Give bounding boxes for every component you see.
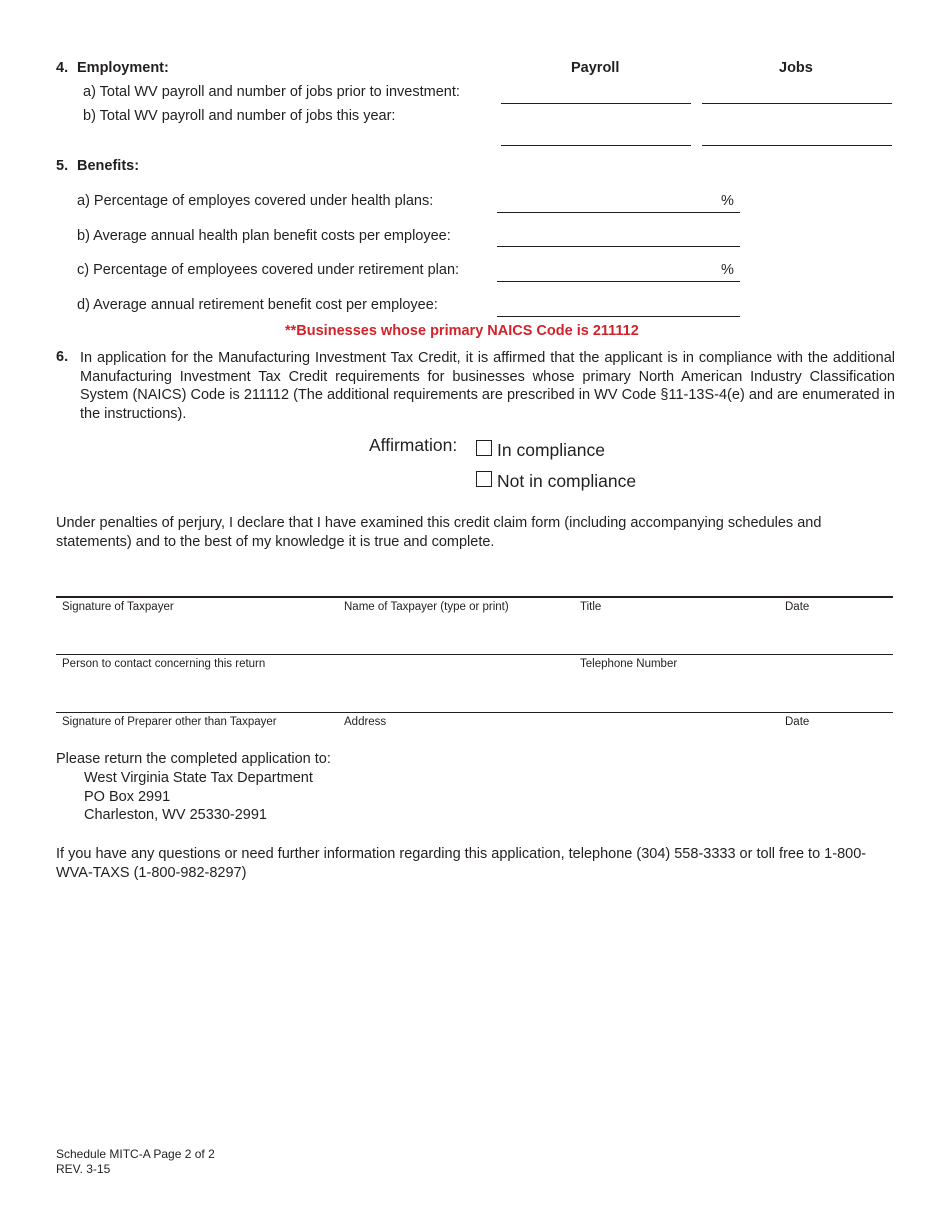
benefits-heading: Benefits: bbox=[77, 158, 140, 174]
health-plan-cost-field[interactable] bbox=[497, 227, 744, 247]
section-5-number: 5. bbox=[56, 158, 69, 174]
jobs-prior-line bbox=[702, 103, 892, 104]
section-6-text: In application for the Manufacturing Investment Tax Credit, it is affirmed that the applicant is in compliance with the additional Manufacturing Investment Tax Credit requirements for businesses whose primary North American Industry Classification System (NAICS) Code is 211112 (The additional requirements are prescribed in WV Code §11-13S-4(e) and are enumerated in the instructions). bbox=[80, 350, 895, 422]
percent-sign: % bbox=[721, 193, 734, 209]
in-compliance-checkbox[interactable] bbox=[476, 440, 492, 456]
employment-b-label: b) Total WV payroll and number of jobs this year: bbox=[83, 108, 396, 124]
jobs-prior-field[interactable] bbox=[702, 84, 896, 104]
name-of-taxpayer-label: Name of Taxpayer (type or print) bbox=[344, 601, 509, 613]
section-6-number: 6. bbox=[56, 349, 69, 365]
payroll-current-field[interactable] bbox=[501, 126, 695, 146]
benefits-b-label: b) Average annual health plan benefit costs per employee: bbox=[77, 228, 451, 244]
signature-row2-line bbox=[56, 654, 893, 655]
payroll-prior-line bbox=[501, 103, 691, 104]
address-label: Address bbox=[344, 716, 387, 728]
health-plan-cost-line bbox=[497, 246, 740, 247]
footer-page-label: Schedule MITC-A Page 2 of 2 bbox=[56, 1147, 215, 1161]
benefits-a-label: a) Percentage of employes covered under health plans: bbox=[77, 193, 434, 209]
date-label: Date bbox=[785, 601, 810, 613]
contact-person-label: Person to contact concerning this return bbox=[62, 658, 266, 670]
employment-a-label: a) Total WV payroll and number of jobs prior to investment: bbox=[83, 84, 460, 100]
retirement-pct-line bbox=[497, 281, 740, 282]
signature-top-line bbox=[56, 596, 893, 598]
jobs-column-header: Jobs bbox=[779, 60, 813, 76]
benefits-d-label: d) Average annual retirement benefit cost per employee: bbox=[77, 297, 438, 313]
in-compliance-label: In compliance bbox=[497, 440, 605, 460]
payroll-current-line bbox=[501, 145, 691, 146]
payroll-prior-field[interactable] bbox=[501, 84, 695, 104]
employment-heading: Employment: bbox=[77, 60, 169, 76]
return-address-line-1: West Virginia State Tax Department bbox=[84, 770, 313, 786]
health-plan-pct-line bbox=[497, 212, 740, 213]
jobs-current-field[interactable] bbox=[702, 126, 896, 146]
signature-row3-line bbox=[56, 712, 893, 713]
return-address-line-3: Charleston, WV 25330-2991 bbox=[84, 807, 267, 823]
signature-of-taxpayer-label: Signature of Taxpayer bbox=[62, 601, 174, 613]
payroll-column-header: Payroll bbox=[571, 60, 620, 76]
retirement-cost-field[interactable] bbox=[497, 296, 744, 316]
date-label: Date bbox=[785, 716, 810, 728]
telephone-number-label: Telephone Number bbox=[580, 658, 678, 670]
title-label: Title bbox=[580, 601, 602, 613]
jobs-current-line bbox=[702, 145, 892, 146]
health-plan-pct-field[interactable] bbox=[497, 192, 716, 212]
preparer-signature-label: Signature of Preparer other than Taxpayer bbox=[62, 716, 277, 728]
naics-notice: **Businesses whose primary NAICS Code is 211112 bbox=[285, 323, 639, 339]
benefits-c-label: c) Percentage of employees covered under retirement plan: bbox=[77, 262, 460, 278]
perjury-statement: Under penalties of perjury, I declare that I have examined this credit claim form (including accompanying schedules and statements) and to the best of my knowledge it is true and complete. bbox=[56, 515, 822, 550]
percent-sign: % bbox=[721, 262, 734, 278]
questions-statement: If you have any questions or need further information regarding this application, telephone (304) 558-3333 or toll free to 1-800-WVA-TAXS (1-800-982-8297) bbox=[56, 846, 867, 881]
not-in-compliance-label: Not in compliance bbox=[497, 471, 637, 491]
retirement-cost-line bbox=[497, 316, 740, 317]
footer-revision: REV. 3-15 bbox=[56, 1162, 111, 1176]
affirmation-label: Affirmation: bbox=[369, 435, 458, 455]
return-address-line-2: PO Box 2991 bbox=[84, 789, 171, 805]
retirement-pct-field[interactable] bbox=[497, 261, 716, 281]
not-in-compliance-checkbox[interactable] bbox=[476, 471, 492, 487]
section-4-number: 4. bbox=[56, 60, 69, 76]
return-intro: Please return the completed application to: bbox=[56, 751, 331, 767]
